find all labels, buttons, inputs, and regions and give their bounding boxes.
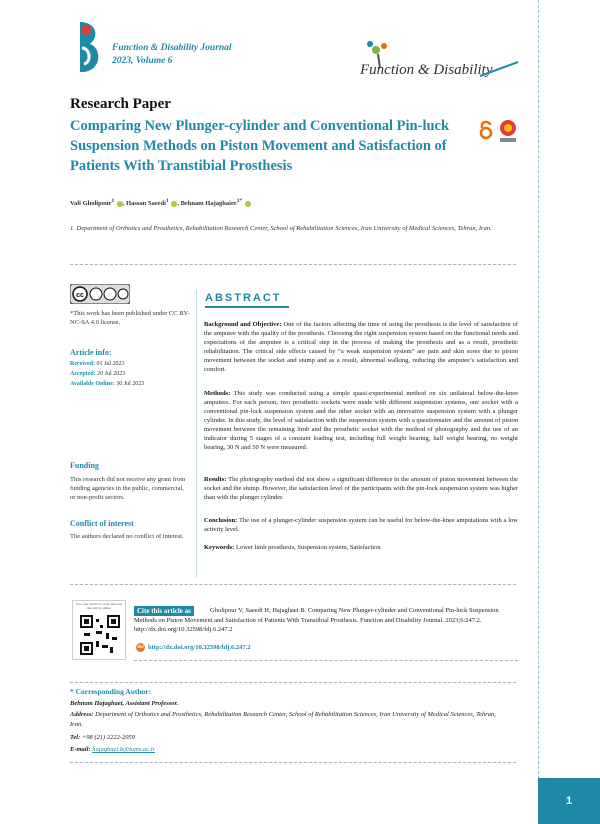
- journal-volume: 2023, Volume 6: [112, 56, 173, 66]
- corresponding-tel: [70, 733, 510, 743]
- author-name: Hassan Saeedi: [126, 200, 166, 208]
- conflict-text: The authors declared no conflict of interest.: [70, 533, 184, 540]
- corresponding-address: [70, 710, 510, 730]
- email-link[interactable]: hajaghaei.b@iums.ac.ir: [92, 746, 156, 753]
- abstract-background: [204, 320, 518, 374]
- background-text: One of the factors affecting the time of using the prosthesis is the level of satisfaction of the amputee with the quality of the prosthesis. Choosing the right suspension system based on the functional needs and expectations of the amputee is a critical step in the process of making the prosthesis and as a result, prosthetic rehabilitation. The critical side effects caused by “a weak suspension system” are pain and skin sores due to piston movement between the socket and stump and as a result, abnormal walking, reducing the amputee’s satisfaction and comfort.: [204, 321, 518, 373]
- divider: [70, 584, 516, 585]
- background-label: Background and Objective:: [204, 321, 282, 328]
- corresponding-name: Behnam Hajaghaei, Assistant Professor.: [70, 700, 179, 707]
- methods-text: This study was conducted using a simple quasi-experimental method on six unilateral below-the-knee amputees. For each person, two prosthetic sockets were made with different suspension systems, one socket with a conventional pin-lock suspension system and the other socket with an innovative suspension system with a plunger cylinder. In this study, the level of satisfaction with the suspension system with a questionnaire and the amount of piston movement between the remaining limb and the prosthetic socket with the method of photography and the use of an indicator during 5 stages of a constant loading test, including full weight bearing, half weight bearing, no weight bearing, 30 N and 50 N were measured.: [204, 390, 518, 451]
- author-sup: 1*: [236, 198, 243, 204]
- doi-icon: doi: [137, 645, 144, 650]
- author-name: Vali Gholipour: [70, 200, 112, 208]
- affiliation: 1. Department of Orthotics and Prosthetics, Rehabilitation Research Center, School of Rehabilitation Sciences, Iran University of Medical Sciences, Tehran, Iran.: [70, 225, 492, 232]
- orcid-icon[interactable]: [171, 201, 177, 207]
- keywords-label: Keywords:: [204, 544, 235, 551]
- accepted-value: 20 Jul 2023: [97, 371, 126, 377]
- doi-link[interactable]: [136, 643, 251, 652]
- doi-url[interactable]: http://dx.doi.org/10.32598/fdj.6.247.2: [148, 643, 251, 651]
- tel-label: Tel:: [70, 734, 81, 741]
- received-value: 01 Jul 2023: [96, 361, 125, 367]
- conclusion-text: The use of a plunger-cylinder suspension system can be useful for below-the-knee amputations with a low activity level.: [204, 517, 518, 533]
- abstract-heading: ABSTRACT: [205, 292, 282, 304]
- qr-code-icon: [80, 615, 120, 655]
- corresponding-email: [70, 745, 510, 755]
- online-label: Available Online:: [70, 381, 115, 387]
- accepted-label: Accepted:: [70, 371, 96, 377]
- email-label: E-mail:: [70, 746, 91, 753]
- function-disability-logo-icon: [350, 36, 530, 82]
- open-access-icon[interactable]: [478, 120, 494, 140]
- author-sup: 1: [165, 198, 169, 204]
- abstract-underline: [205, 306, 289, 308]
- paper-type: Research Paper: [70, 96, 171, 112]
- author-list: Vali Gholipour$^1$ , Hassan Saeedi$^1$ , Behnam Hajaghaiee$^{1*}$: [70, 198, 251, 207]
- address-label: Address:: [70, 711, 94, 718]
- conclusion-label: Conclusion:: [204, 517, 238, 524]
- accepted-date: [70, 371, 125, 377]
- article-info-heading: Article info:: [70, 348, 112, 357]
- divider: [70, 264, 516, 265]
- crossmark-icon[interactable]: [498, 118, 518, 144]
- author-sup: 1: [111, 198, 115, 204]
- journal-title: Function & Disability Journal: [112, 43, 232, 53]
- brand-logo-text: Function & Disability: [360, 62, 493, 78]
- online-date: [70, 381, 144, 387]
- citation-label: Cite this article as: [134, 606, 194, 616]
- methods-label: Methods:: [204, 390, 231, 397]
- orcid-icon[interactable]: [245, 201, 251, 207]
- divider: [70, 762, 516, 763]
- abstract-results: [204, 475, 518, 502]
- author-name: Behnam Hajaghaiee: [180, 200, 237, 208]
- divider: [70, 682, 516, 683]
- right-margin-strip: [538, 0, 600, 824]
- divider: [134, 660, 518, 661]
- abstract-keywords: [204, 543, 518, 552]
- tel-value: +98 (21) 2222-2059: [81, 734, 135, 741]
- article-title: Comparing New Plunger-cylinder and Conventional Pin-luck Suspension Methods on Piston Movement and Satisfaction of Patients With Transtibial Prosthesis: [70, 118, 450, 174]
- results-label: Results:: [204, 476, 227, 483]
- results-text: The photography method did not show a significant difference in the amount of piston movement between the socket and the stump. However, the satisfaction level of the participants with the pin-lock suspension system was higher than with the plunger cylinder.: [204, 476, 519, 501]
- keywords-text: Lower limb prosthesis, Suspension system, Satisfaction: [235, 544, 381, 551]
- online-value: 30 Jul 2023: [116, 381, 145, 387]
- license-text: *This work has been published under CC BY-NC-SA 4.0 license.: [70, 310, 190, 326]
- qr-caption: Use your device to scan and read the article online: [75, 602, 123, 610]
- orcid-icon[interactable]: [117, 201, 123, 207]
- abstract-methods: [204, 389, 518, 452]
- funding-text: This research did not receive any grant from funding agencies in the public, commercial, or non-profit sectors.: [70, 476, 186, 501]
- citation-text: Gholipour V, Saeedi H, Hajaghaei B. Comparing New Plunger-cylinder and Conventional Pin-luck Suspension Methods on Piston Movement and Satisfaction of Patients With Transtibial Prosthesis. Function and Disability Journal. 2023;6:247.2. http://dx.doi.org/10.32598/fdj.6.247.2: [134, 607, 499, 633]
- received-date: [70, 361, 125, 367]
- margin-divider: [538, 0, 548, 824]
- corresponding-heading: * Corresponding Author:: [70, 687, 152, 696]
- received-label: Received:: [70, 361, 95, 367]
- conflict-heading: Conflict of interest: [70, 519, 134, 528]
- address-text: Department of Orthotics and Prosthetics, Rehabilitation Research Center, School of Rehabilitation Sciences, Iran University of Medical Sciences, Tehran, Iran.: [70, 711, 496, 728]
- journal-name: [112, 42, 232, 68]
- svg-text:cc: cc: [76, 292, 84, 299]
- page-number: 1: [538, 778, 600, 824]
- journal-logo-icon: [72, 18, 106, 76]
- abstract-conclusion: [204, 516, 518, 534]
- funding-heading: Funding: [70, 461, 99, 470]
- cc-license-icon[interactable]: [70, 284, 130, 304]
